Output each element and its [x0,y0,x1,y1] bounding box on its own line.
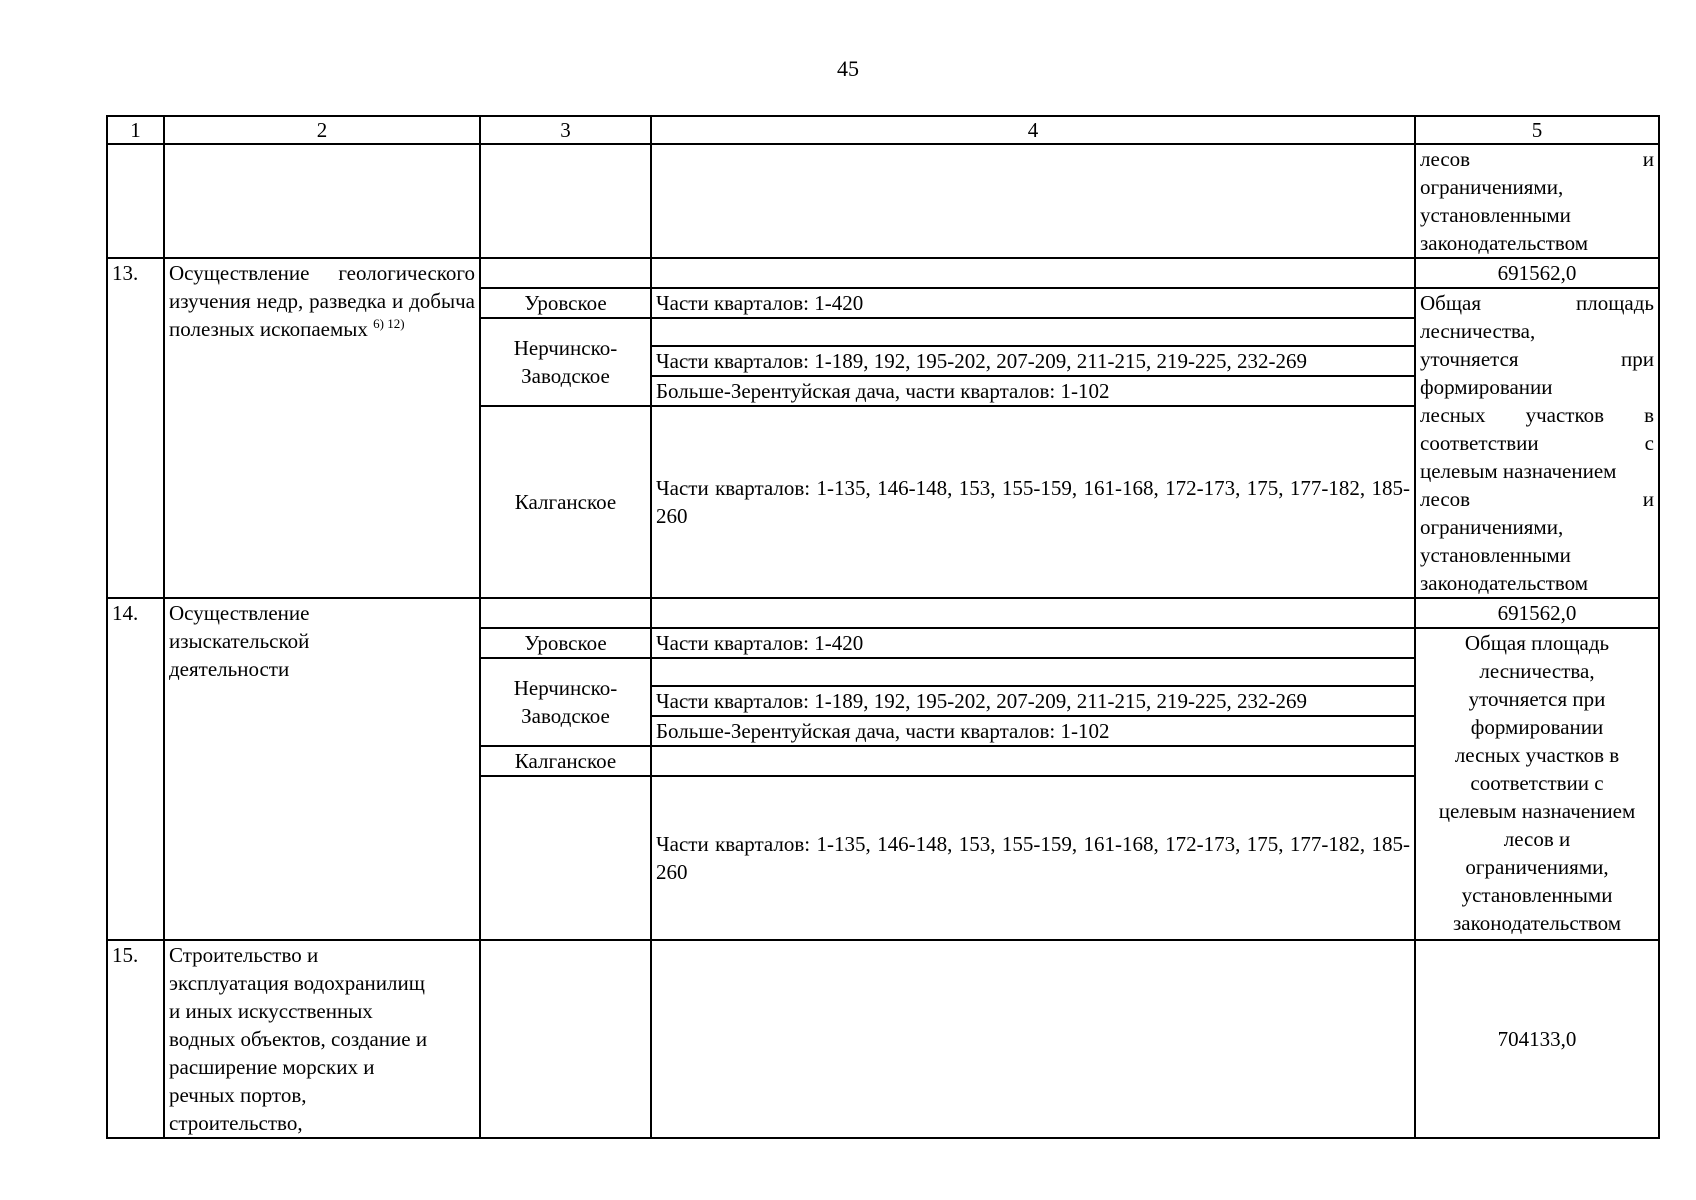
activity-line: деятельности [169,657,290,681]
activity-label: Осуществление геологического изучения недр, разведка и добыча полезных ископаемых [169,261,475,341]
note-line: Общая площадь [1464,631,1610,655]
activity-cell [164,940,480,1138]
activity-line: и иных искусственных [169,999,373,1023]
forestry-cell [480,776,651,940]
quarters-cell [651,258,1415,288]
quarters-text: Больше-Зерентуйская дача, части кварталов: 1-102 [651,376,1415,406]
note-line: Общая площадь [1420,291,1654,315]
note-cell [1415,628,1659,940]
note-line: ограничениями, [1465,855,1609,879]
header-cell: 2 [164,116,480,144]
activity-text [169,259,475,343]
header-row [107,116,1659,144]
quarters-text: Части кварталов: 1-420 [651,288,1415,318]
note-line: лесов и [1420,147,1654,171]
note-line: законодательством [1452,911,1622,935]
quarters-text: Части кварталов: 1-135, 146-148, 153, 155-159, 161-168, 172-173, 175, 177-182, 185-260 [651,776,1415,940]
quarters-text: Части кварталов: 1-420 [651,628,1415,658]
row-number: 13. [107,258,164,598]
activity-line: расширение морских и [169,1055,375,1079]
note-line: формировании [1420,375,1553,399]
activity-line: речных портов, [169,1083,307,1107]
table-row [107,258,1659,288]
note-line: лесных участков в [1454,743,1620,767]
note-line: лесничества, [1479,659,1595,683]
table-row [107,598,1659,628]
note-line: ограничениями, [1420,515,1564,539]
note-line: лесов и [1503,827,1571,851]
quarters-cell [651,318,1415,346]
area-value: 691562,0 [1415,258,1659,288]
forestry-cell [480,258,651,288]
table-row [107,940,1659,1138]
activity-cell [164,258,480,598]
page-number: 45 [837,56,859,81]
header-cell: 1 [107,116,164,144]
quarters-text: Части кварталов: 1-189, 192, 195-202, 207-209, 211-215, 219-225, 232-269 [651,686,1415,716]
activity-line: водных объектов, создание и [169,1027,428,1051]
note-line: соответствии с [1420,431,1654,455]
forestry-cell [480,598,651,628]
note-line: уточняется при [1468,687,1606,711]
row-number: 14. [107,598,164,940]
note-line: целевым назначением [1420,459,1617,483]
activity-line: эксплуатация водохранилищ [169,971,425,995]
note-line: лесов и [1420,487,1654,511]
note-cell [1415,144,1659,258]
forestry-name: Калганское [480,406,651,598]
note-line: лесничества, [1420,319,1536,343]
num-cell [107,144,164,258]
forestry-cell [480,940,651,1138]
activity-cell [164,144,480,258]
forestry-name: Калганское [480,746,651,776]
activity-line: Строительство и [169,943,319,967]
note-line: лесных участков в [1420,403,1654,427]
quarters-text: Части кварталов: 1-189, 192, 195-202, 207-209, 211-215, 219-225, 232-269 [651,346,1415,376]
forestry-name: Уровское [480,628,651,658]
activity-line: Осуществление [169,601,310,625]
quarters-cell [651,746,1415,776]
note-line: ограничениями, [1420,175,1564,199]
note-line: законодательством [1420,571,1589,595]
note-line: уточняется при [1420,347,1654,371]
note-line: законодательством [1420,231,1589,255]
quarters-text: Части кварталов: 1-135, 146-148, 153, 155-159, 161-168, 172-173, 175, 177-182, 185-260 [651,406,1415,598]
area-value: 691562,0 [1415,598,1659,628]
header-cell: 4 [651,116,1415,144]
note-cell [1415,288,1659,598]
quarters-cell [651,144,1415,258]
continuation-row [107,144,1659,258]
header-cell: 5 [1415,116,1659,144]
note-line: формировании [1470,715,1604,739]
forestry-name: Нерчинско-Заводское [480,318,651,406]
quarters-cell [651,658,1415,686]
activity-line: строительство, [169,1111,303,1135]
footnote-ref: 6) 12) [373,316,405,331]
quarters-cell [651,940,1415,1138]
quarters-text: Больше-Зерентуйская дача, части кварталов: 1-102 [651,716,1415,746]
note-line: соответствии с [1470,771,1604,795]
row-number: 15. [107,940,164,1138]
area-value: 704133,0 [1415,940,1659,1138]
note-line: установленными [1420,543,1571,567]
quarters-cell [651,598,1415,628]
forestry-name: Нерчинско-Заводское [480,658,651,746]
activity-line: изыскательской [169,629,310,653]
note-line: установленными [1461,883,1613,907]
forestry-name: Уровское [480,288,651,318]
forestry-cell [480,144,651,258]
activity-cell [164,598,480,940]
note-line: целевым назначением [1438,799,1636,823]
note-line: установленными [1420,203,1571,227]
forest-use-table [106,115,1660,1139]
header-cell: 3 [480,116,651,144]
